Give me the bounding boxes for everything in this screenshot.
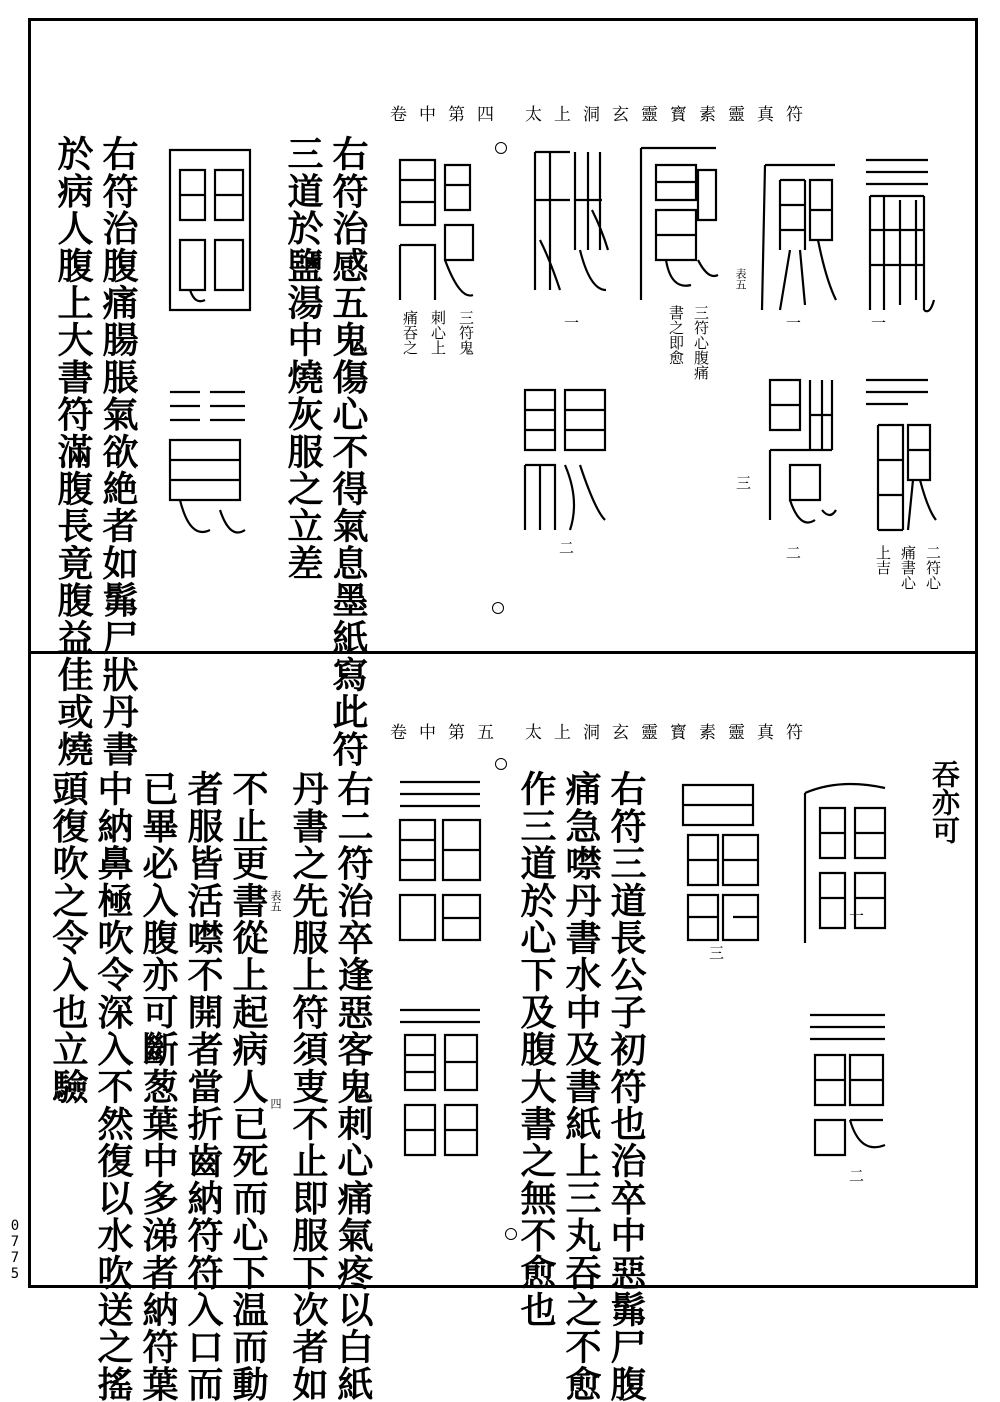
talisman-top-2 — [858, 370, 938, 540]
talisman-top-8 — [395, 150, 475, 310]
top-note-mid-1: 三符心腹痛 — [692, 305, 710, 380]
talisman-bottom-1 — [800, 778, 890, 953]
top-numeral-1: 一 — [869, 315, 887, 330]
bottom-numeral-3: 三 — [707, 945, 725, 960]
bottom-text-col-10: 頭復吹之令入也立驗 — [47, 770, 89, 1105]
talisman-top-7 — [520, 380, 610, 540]
top-numeral-2: 一 — [784, 315, 802, 330]
talisman-top-3 — [760, 150, 840, 320]
top-note-right-1: 二符心 — [924, 545, 942, 590]
top-circle-mark-upper — [495, 142, 507, 154]
bottom-label-biao: 表五 — [269, 890, 282, 912]
talisman-top-10 — [160, 380, 250, 555]
bottom-label-si: 四 — [269, 1098, 282, 1109]
talisman-bottom-2 — [805, 1005, 890, 1165]
panel-divider — [30, 651, 976, 654]
top-text-col-1: 右符治感五鬼傷心不得氣息墨紙寫此符 — [327, 135, 369, 768]
top-note-left-1: 三符鬼 — [457, 310, 475, 355]
talisman-bottom-3 — [678, 775, 763, 950]
top-numeral-4: 三 — [734, 475, 752, 490]
top-circle-mark-lower — [492, 602, 504, 614]
top-note-left-2: 刺心上 — [429, 310, 447, 355]
page-number: 0775 — [7, 1218, 23, 1282]
top-note-right-3: 上吉 — [874, 545, 892, 575]
bottom-header-title: 太上洞玄靈寳素靈真符 — [525, 723, 815, 743]
bottom-text-col-1: 右符三道長公子初符也治卒中惡髴尸腹 — [605, 770, 647, 1402]
top-note-left-3: 痛吞之 — [401, 310, 419, 355]
bottom-text-col-5: 丹書之先服上符須叓不止即服下次者如 — [287, 770, 329, 1402]
bottom-top-right-note: 吞亦可 — [928, 760, 961, 844]
top-text-col-2: 三道於鹽湯中燒灰服之立差 — [282, 135, 324, 582]
top-label-biao: 表五 — [734, 268, 747, 290]
bottom-circle-mark-upper — [495, 758, 507, 770]
bottom-text-col-7: 者服皆活噤不開者當折齒納符符入口而 — [182, 770, 224, 1402]
top-numeral-3: 二 — [784, 545, 802, 560]
bottom-text-col-4: 右二符治卒逢惡客鬼刺心痛氣疼以白紙 — [332, 770, 374, 1402]
talisman-bottom-4 — [395, 770, 485, 950]
bottom-numeral-2: 二 — [847, 1168, 865, 1183]
top-numeral-6: 二 — [557, 540, 575, 555]
talisman-top-1 — [858, 150, 938, 320]
top-text-col-3: 右符治腹痛腸脹氣欲絶者如髴尸狀丹書 — [97, 135, 139, 768]
talisman-top-5 — [636, 140, 722, 310]
talisman-bottom-5 — [395, 1000, 485, 1165]
top-numeral-5: 一 — [562, 315, 580, 330]
bottom-text-col-8: 已畢必入腹亦可斷葱葉中多涕者納符葉 — [137, 770, 179, 1402]
bottom-numeral-1: 一 — [847, 908, 865, 923]
bottom-text-col-9: 中納鼻極吹令深入不然復以水吹送之搖 — [92, 770, 134, 1402]
talisman-top-6 — [530, 140, 610, 310]
talisman-top-4 — [760, 370, 840, 540]
top-header-title: 太上洞玄靈寳素靈真符 — [525, 105, 815, 125]
bottom-text-col-6: 不止更書從上起病人已死而心下温而動 — [227, 770, 269, 1402]
top-header-chapter: 卷中第四 — [390, 105, 506, 125]
bottom-text-col-3: 作三道於心下及腹大書之無不愈也 — [515, 770, 557, 1328]
bottom-text-col-2: 痛急噤丹書水中及書紙上三丸吞之不愈 — [560, 770, 602, 1402]
top-text-col-4: 於病人腹上大書符滿腹長竟腹益佳或燒 — [52, 135, 94, 768]
talisman-top-9 — [165, 140, 255, 320]
bottom-header-chapter: 卷中第五 — [390, 723, 506, 743]
top-note-mid-2: 書之即愈 — [667, 305, 685, 365]
top-note-right-2: 痛書心 — [899, 545, 917, 590]
